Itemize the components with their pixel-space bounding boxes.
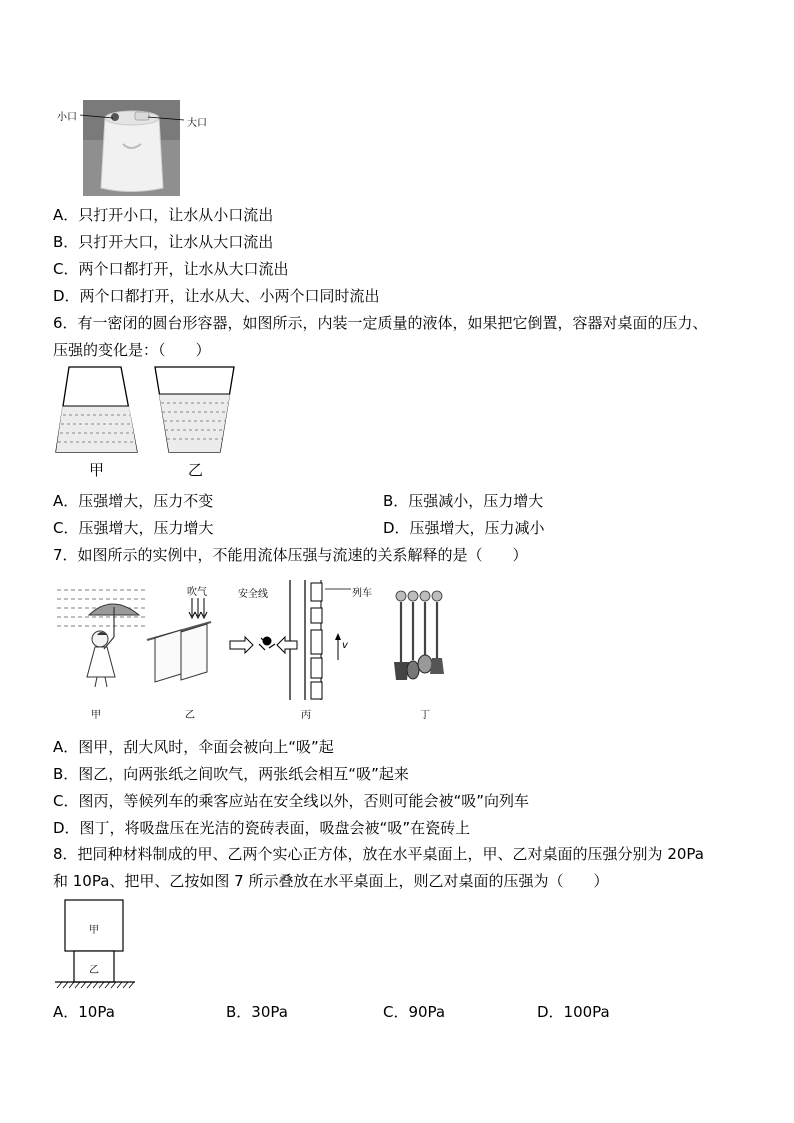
q7-fig-label-yi: 乙 (185, 710, 195, 721)
large-opening-label: 大口 (187, 118, 207, 129)
q8-stem-line2: 和 10Pa、把甲、乙按如图 7 所示叠放在水平桌面上，则乙对桌面的压强为（ ） (53, 872, 609, 890)
q8-option-a: A．10Pa (53, 1003, 115, 1021)
bucket-photo (83, 100, 180, 196)
leader-lines (0, 0, 1, 1)
q7-option-a: A．图甲，刮大风时，伞面会被向上“吸”起 (53, 738, 334, 756)
container-jia (56, 367, 137, 452)
q7-stem: 7．如图所示的实例中，不能用流体压强与流速的关系解释的是（ ） (53, 546, 528, 564)
q8-option-d: D．100Pa (537, 1003, 610, 1021)
q6-option-c: C．压强增大，压力增大 (53, 519, 214, 537)
q6-stem-line1: 6．有一密闭的圆台形容器，如图所示，内装一定质量的液体，如果把它倒置，容器对桌面的压力、 (53, 314, 708, 332)
q5-option-c: C．两个口都打开，让水从大口流出 (53, 260, 289, 278)
q7-option-c: C．图丙，等候列车的乘客应站在安全线以外，否则可能会被“吸”向列车 (53, 792, 530, 810)
q5-option-b: B．只打开大口，让水从大口流出 (53, 233, 274, 251)
q7-option-b: B．图乙，向两张纸之间吹气，两张纸会相互“吸”起来 (53, 765, 409, 783)
q7-fig-label-bing: 丙 (301, 710, 311, 721)
figure-umbrella-wind (57, 585, 147, 690)
safety-line-label: 安全线 (238, 589, 268, 600)
q8-option-c: C．90Pa (383, 1003, 446, 1021)
figure-suction-hooks (392, 590, 452, 685)
container-yi (155, 367, 234, 452)
q8-option-b: B．30Pa (226, 1003, 288, 1021)
fig-label-jia: 甲 (89, 461, 105, 479)
q5-option-d: D．两个口都打开，让水从大、小两个口同时流出 (53, 287, 380, 305)
figure-train-platform (225, 580, 355, 702)
q6-option-a: A．压强增大，压力不变 (53, 492, 214, 510)
figure-two-papers (145, 596, 225, 686)
stacked-cubes-figure (55, 898, 140, 990)
small-opening-label: 小口 (57, 112, 77, 123)
q6-option-d: D．压强增大，压力减小 (383, 519, 545, 537)
q6-option-b: B．压强减小，压力增大 (383, 492, 544, 510)
q6-stem-line2: 压强的变化是：（ ） (53, 341, 211, 359)
cube-label-yi: 乙 (89, 965, 99, 976)
velocity-label: v (342, 640, 348, 651)
q5-option-a: A．只打开小口，让水从小口流出 (53, 206, 274, 224)
q7-option-d: D．图丁，将吸盘压在光洁的瓷砖表面，吸盘会被“吸”在瓷砖上 (53, 819, 471, 837)
blow-air-label: 吹气 (187, 587, 207, 598)
q7-fig-label-ding: 丁 (420, 710, 430, 721)
frustum-containers-figure (55, 366, 235, 456)
train-label: 列车 (352, 588, 372, 599)
q8-stem-line1: 8．把同种材料制成的甲、乙两个实心正方体，放在水平桌面上，甲、乙对桌面的压强分别为 20Pa (53, 845, 704, 863)
cube-label-jia: 甲 (89, 925, 99, 936)
q7-fig-label-jia: 甲 (91, 710, 101, 721)
fig-label-yi: 乙 (188, 461, 204, 479)
